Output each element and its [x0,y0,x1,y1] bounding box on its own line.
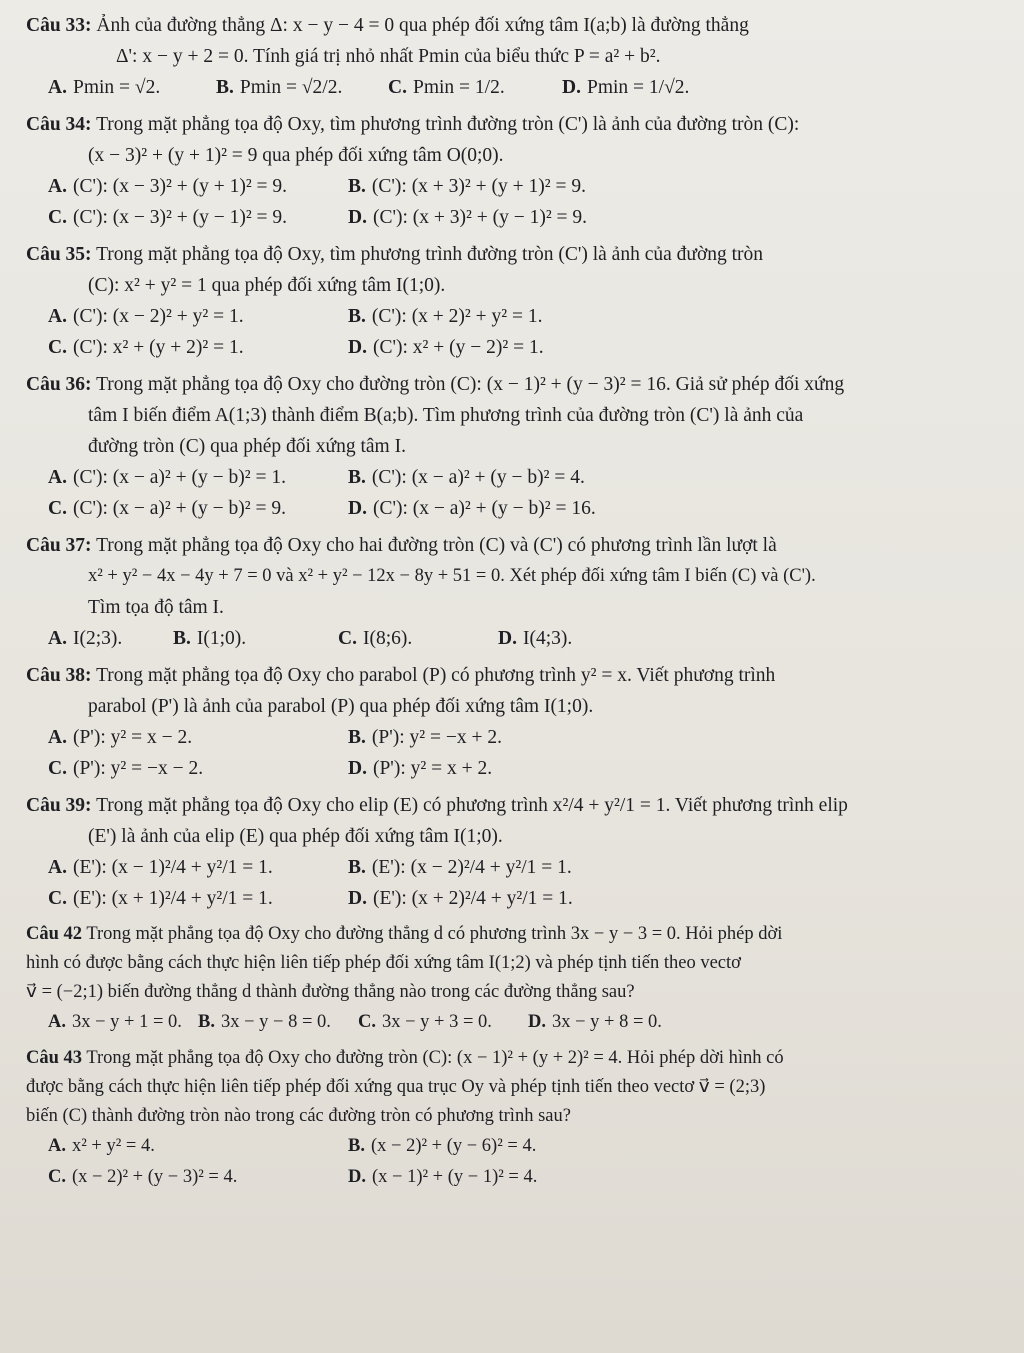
question-39 [26,790,1010,914]
question-text: x² + y² − 4x − 4y + 7 = 0 và x² + y² − 12x − 8y + 51 = 0. Xét phép đối xứng tâm I biến (C) và (C'). [88,566,816,586]
question-number: Câu 35: [26,244,92,265]
option-d[interactable]: D. Pmin = 1/√2. [562,77,690,98]
options [26,1007,1010,1038]
option-a[interactable]: A. (C'): (x − 3)² + (y + 1)² = 9. [48,176,288,197]
option-b[interactable]: B. (C'): (x + 2)² + y² = 1. [348,306,543,327]
question-text: được bằng cách thực hiện liên tiếp phép đối xứng qua trục Oy và phép tịnh tiến theo vectơ v⃗ = (2;3) [26,1077,766,1097]
option-c[interactable]: C. (C'): x² + (y + 2)² = 1. [48,337,244,358]
option-d[interactable]: D. (x − 1)² + (y − 1)² = 4. [348,1167,538,1187]
options [26,623,1010,654]
question-number: Câu 34: [26,114,92,135]
question-number: Câu 38: [26,665,92,686]
question-text: hình có được bằng cách thực hiện liên tiếp phép đối xứng tâm I(1;2) và phép tịnh tiến theo vectơ [26,953,741,973]
question-43 [26,1044,1010,1193]
option-c[interactable]: C. (C'): (x − 3)² + (y − 1)² = 9. [48,207,288,228]
question-number: Câu 37: [26,535,92,556]
option-a[interactable]: A. (P'): y² = x − 2. [48,727,193,748]
options [26,171,1010,233]
option-a[interactable]: A. (C'): (x − 2)² + y² = 1. [48,306,244,327]
question-number: Câu 42 [26,924,83,944]
option-a[interactable]: A. (C'): (x − a)² + (y − b)² = 1. [48,467,286,488]
question-text: Trong mặt phẳng tọa độ Oxy, tìm phương trình đường tròn (C') là ảnh của đường tròn (C): [96,114,800,135]
option-a[interactable]: A. Pmin = √2. [48,77,161,98]
question-36 [26,369,1010,524]
option-b[interactable]: B. (P'): y² = −x + 2. [348,727,502,748]
option-d[interactable]: D. I(4;3). [498,628,573,649]
question-text: Trong mặt phẳng tọa độ Oxy cho hai đường tròn (C) và (C') có phương trình lần lượt là [96,535,777,556]
question-35 [26,239,1010,363]
option-a[interactable]: A. (E'): (x − 1)²/4 + y²/1 = 1. [48,857,273,878]
option-b[interactable]: B. Pmin = √2/2. [216,77,343,98]
question-text: (E') là ảnh của elip (E) qua phép đối xứng tâm I(1;0). [88,826,503,847]
options [26,852,1010,914]
question-38 [26,660,1010,784]
option-a[interactable]: A. 3x − y + 1 = 0. [48,1012,182,1032]
question-text: Δ': x − y + 2 = 0. Tính giá trị nhỏ nhất Pmin của biểu thức P = a² + b². [116,46,661,67]
question-text: Trong mặt phẳng tọa độ Oxy cho đường tròn (C): (x − 1)² + (y − 3)² = 16. Giả sử phép đối xứng [96,374,845,395]
option-c[interactable]: C. (x − 2)² + (y − 3)² = 4. [48,1167,238,1187]
option-a[interactable]: A. I(2;3). [48,628,123,649]
option-d[interactable]: D. (E'): (x + 2)²/4 + y²/1 = 1. [348,888,573,909]
question-33 [26,10,1010,103]
question-number: Câu 33: [26,15,92,36]
question-text: v⃗ = (−2;1) biến đường thẳng d thành đường thẳng nào trong các đường thẳng sau? [26,982,635,1002]
question-text: đường tròn (C) qua phép đối xứng tâm I. [88,436,406,457]
option-b[interactable]: B. (C'): (x + 3)² + (y + 1)² = 9. [348,176,586,197]
question-number: Câu 36: [26,374,92,395]
option-c[interactable]: C. (C'): (x − a)² + (y − b)² = 9. [48,498,286,519]
options [26,722,1010,784]
question-text: tâm I biến điểm A(1;3) thành điểm B(a;b). Tìm phương trình của đường tròn (C') là ảnh của [88,405,804,426]
option-b[interactable]: B. 3x − y − 8 = 0. [198,1012,331,1032]
option-d[interactable]: D. (C'): (x − a)² + (y − b)² = 16. [348,498,596,519]
option-b[interactable]: B. (x − 2)² + (y − 6)² = 4. [348,1136,537,1156]
option-d[interactable]: D. (C'): (x + 3)² + (y − 1)² = 9. [348,207,588,228]
options [26,301,1010,363]
option-b[interactable]: B. (E'): (x − 2)²/4 + y²/1 = 1. [348,857,572,878]
option-c[interactable]: C. (E'): (x + 1)²/4 + y²/1 = 1. [48,888,273,909]
option-b[interactable]: B. (C'): (x − a)² + (y − b)² = 4. [348,467,585,488]
option-d[interactable]: D. (P'): y² = x + 2. [348,758,493,779]
option-b[interactable]: B. I(1;0). [173,628,247,649]
option-c[interactable]: C. Pmin = 1/2. [388,77,505,98]
question-text: Trong mặt phẳng tọa độ Oxy cho đường tròn (C): (x − 1)² + (y + 2)² = 4. Hỏi phép dời hình có [86,1048,784,1068]
option-c[interactable]: C. I(8;6). [338,628,413,649]
option-a[interactable]: A. x² + y² = 4. [48,1136,155,1156]
options [26,72,1010,103]
question-text: Tìm tọa độ tâm I. [88,597,224,618]
question-text: biến (C) thành đường tròn nào trong các đường tròn có phương trình sau? [26,1106,571,1126]
option-d[interactable]: D. 3x − y + 8 = 0. [528,1012,662,1032]
question-text: Trong mặt phẳng tọa độ Oxy cho đường thẳng d có phương trình 3x − y − 3 = 0. Hỏi phép dời [86,924,783,944]
options [26,462,1010,524]
option-c[interactable]: C. 3x − y + 3 = 0. [358,1012,492,1032]
option-d[interactable]: D. (C'): x² + (y − 2)² = 1. [348,337,544,358]
question-text: (x − 3)² + (y + 1)² = 9 qua phép đối xứng tâm O(0;0). [88,145,504,166]
question-34 [26,109,1010,233]
question-text: Trong mặt phẳng tọa độ Oxy cho parabol (P) có phương trình y² = x. Viết phương trình [96,665,776,686]
question-number: Câu 39: [26,795,92,816]
question-number: Câu 43 [26,1048,83,1068]
question-text: parabol (P') là ảnh của parabol (P) qua phép đối xứng tâm I(1;0). [88,696,594,717]
question-text: (C): x² + y² = 1 qua phép đối xứng tâm I(1;0). [88,275,446,296]
question-37 [26,530,1010,654]
option-c[interactable]: C. (P'): y² = −x − 2. [48,758,204,779]
question-text: Trong mặt phẳng tọa độ Oxy, tìm phương trình đường tròn (C') là ảnh của đường tròn [96,244,764,265]
question-text: Trong mặt phẳng tọa độ Oxy cho elip (E) có phương trình x²/4 + y²/1 = 1. Viết phương trình elip [96,795,848,816]
question-text: Ảnh của đường thẳng Δ: x − y − 4 = 0 qua phép đối xứng tâm I(a;b) là đường thẳng [96,15,749,36]
question-42 [26,920,1010,1038]
options [26,1131,1010,1193]
